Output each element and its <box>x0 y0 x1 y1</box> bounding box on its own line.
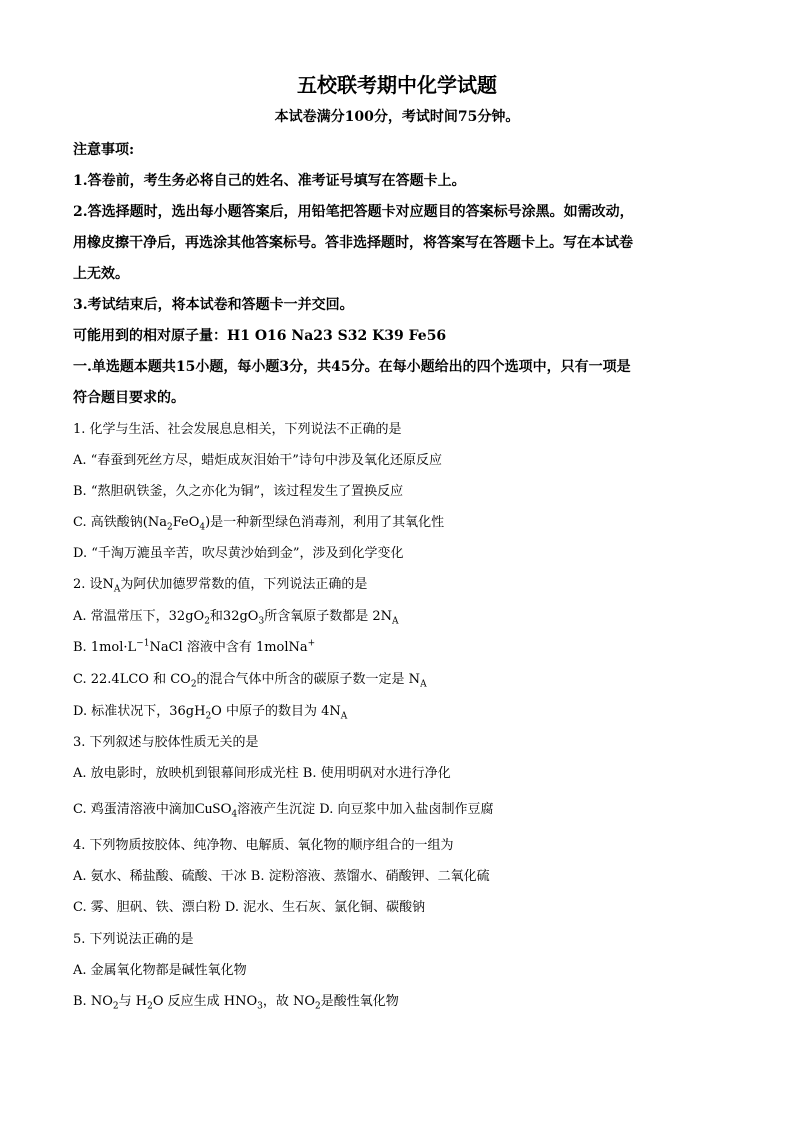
q2-a-sub-2: 3 <box>258 616 265 627</box>
question-5-option-b <box>73 992 399 1012</box>
q2-stem-pre: 2. 设N <box>73 577 114 592</box>
atomic-masses: 可能用到的相对原子量：H1 O16 Na23 S32 K39 Fe56 <box>73 328 447 344</box>
section-1-heading-line-1: 一.单选题本题共15小题，每小题3分，共45分。在每小题给出的四个选项中，只有一项是 <box>73 359 631 375</box>
q1-c-pre: C. 高铁酸钠(Na <box>73 515 167 530</box>
q2-a-part-1: A. 常温常压下，32gO <box>73 609 205 624</box>
question-5-option-a: A. 金属氧化物都是碱性氧化物 <box>73 963 247 978</box>
notice-item-2-line-1: 2.答选择题时，选出每小题答案后，用铅笔把答题卡对应题目的答案标号涂黑。如需改动， <box>73 204 634 220</box>
notice-heading: 注意事项: <box>73 142 135 158</box>
q5-b-sub-1: 2 <box>112 1001 119 1012</box>
exam-subtitle: 本试卷满分100分，考试时间75分钟。 <box>274 109 520 125</box>
question-3-options-ab: A. 放电影时，放映机到银幕间形成光柱 B. 使用明矾对水进行净化 <box>73 766 451 781</box>
q2-d-part-2: O 中原子的数目为 4N <box>211 704 341 719</box>
q2-stem-post: 为阿伏加德罗常数的值，下列说法正确的是 <box>120 577 368 592</box>
q2-d-part-1: D. 标准状况下，36gH <box>73 704 206 719</box>
q5-b-part-4: ，故 NO <box>262 994 316 1009</box>
notice-item-1: 1.答卷前，考生务必将自己的姓名、准考证号填写在答题卡上。 <box>73 173 466 189</box>
q2-c-part-2: 的混合气体中所含的碳原子数一定是 N <box>196 672 421 687</box>
q5-b-sub-2: 2 <box>147 1001 153 1012</box>
q2-c-sub-2: A <box>420 679 427 690</box>
page-title: 五校联考期中化学试题 <box>297 73 497 97</box>
q3-c-part-1: C. 鸡蛋清溶液中滴加 <box>73 802 195 817</box>
q5-b-part-2: 与 H <box>118 994 148 1009</box>
q3-c-sub: 4 <box>231 809 238 820</box>
question-2-option-d <box>73 702 347 722</box>
question-3-stem: 3. 下列叙述与胶体性质无关的是 <box>73 735 259 750</box>
question-2-option-b <box>73 638 315 658</box>
q2-b-part-2: NaCl 溶液中含有 1molNa <box>149 640 308 655</box>
q2-b-sup-2: + <box>307 638 316 649</box>
q2-b-sup-1: −1 <box>136 638 150 649</box>
q2-a-sub-1: 2 <box>204 616 210 627</box>
question-1-stem: 1. 化学与生活、社会发展息息相关，下列说法不正确的是 <box>73 422 402 437</box>
q3-c-formula: CuSO <box>194 801 232 817</box>
q2-b-part-1: B. 1mol·L <box>73 640 137 655</box>
q1-c-sub-1: 2 <box>166 522 173 533</box>
question-4-stem: 4. 下列物质按胶体、纯净物、电解质、氧化物的顺序组合的一组为 <box>73 838 454 853</box>
q1-c-post: )是一种新型绿色消毒剂，利用了其氧化性 <box>205 515 445 530</box>
q2-a-part-3: 所含氧原子数都是 2N <box>264 609 392 624</box>
question-1-option-a: A. “春蚕到死丝方尽，蜡炬成灰泪始干”诗句中涉及氧化还原反应 <box>73 453 442 468</box>
q3-c-part-2: 溶液产生沉淀 D. 向豆浆中加入盐卤制作豆腐 <box>237 802 494 817</box>
q5-b-part-5: 是酸性氧化物 <box>320 994 399 1009</box>
q1-c-sub-2: 4 <box>199 522 206 533</box>
q5-b-part-1: B. NO <box>73 994 113 1009</box>
question-4-options-ab: A. 氨水、稀盐酸、硫酸、干冰 B. 淀粉溶液、蒸馏水、硝酸钾、二氧化硫 <box>73 869 490 884</box>
q2-c-part-1: C. 22.4LCO 和 CO <box>73 672 191 687</box>
q5-b-sub-4: 2 <box>315 1001 321 1012</box>
q2-d-sub-2: A <box>340 711 348 722</box>
q1-c-mid: FeO <box>172 515 200 530</box>
question-2-stem <box>73 575 367 595</box>
question-1-option-c <box>73 513 444 533</box>
question-5-stem: 5. 下列说法正确的是 <box>73 932 194 947</box>
question-2-option-a <box>73 607 398 627</box>
q2-stem-sub: A <box>113 584 121 595</box>
q2-c-sub-1: 2 <box>190 679 197 690</box>
q5-b-sub-3: 3 <box>257 1001 263 1012</box>
question-1-option-b: B. “熬胆矾铁釜，久之亦化为铜”，该过程发生了置换反应 <box>73 484 404 499</box>
q2-d-sub-1: 2 <box>205 711 212 722</box>
question-2-option-c <box>73 670 427 690</box>
question-3-options-cd <box>73 799 494 820</box>
notice-item-3: 3.考试结束后，将本试卷和答题卡一并交回。 <box>73 297 354 313</box>
section-1-heading-line-2: 符合题目要求的。 <box>73 390 185 406</box>
question-4-options-cd: C. 雾、胆矾、铁、漂白粉 D. 泥水、生石灰、氯化铜、碳酸钠 <box>73 900 426 915</box>
notice-item-2-line-3: 上无效。 <box>73 266 129 282</box>
notice-item-2-line-2: 用橡皮擦干净后，再选涂其他答案标号。答非选择题时，将答案写在答题卡上。写在本试卷 <box>73 235 633 251</box>
question-1-option-d: D. “千淘万漉虽辛苦，吹尽黄沙始到金”，涉及到化学变化 <box>73 546 404 561</box>
q2-a-part-2: 和32gO <box>209 609 259 624</box>
q5-b-part-3: O 反应生成 HNO <box>152 994 258 1009</box>
q2-a-sub-3: A <box>391 616 399 627</box>
